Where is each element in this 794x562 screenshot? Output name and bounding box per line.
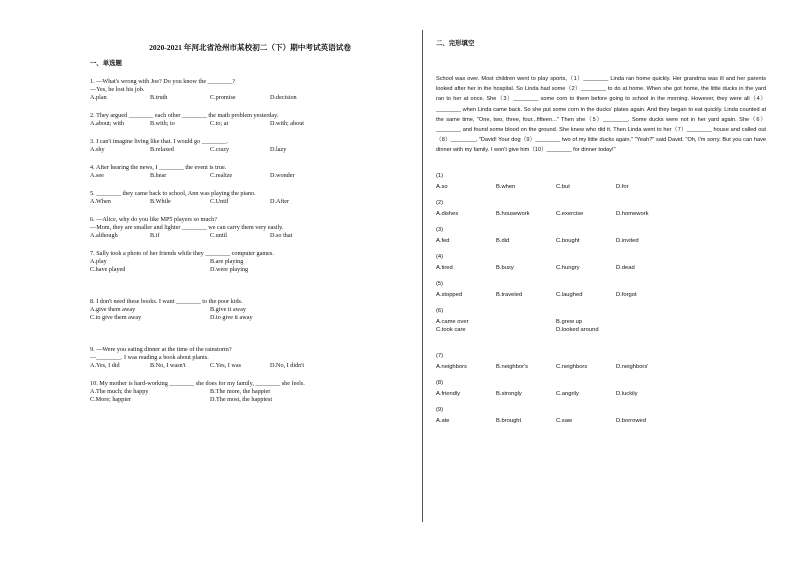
option-c[interactable]: C.until xyxy=(210,232,228,239)
option-d[interactable]: D.were playing xyxy=(210,266,249,273)
options xyxy=(436,291,766,299)
option-d[interactable]: D.No, I didn't xyxy=(270,362,305,369)
option-a[interactable]: A.When xyxy=(90,198,111,205)
option-a[interactable]: A.ate xyxy=(436,417,450,424)
question-text: 1. —What's wrong with Joe? Do you know the ________? xyxy=(90,78,236,85)
options xyxy=(90,198,410,206)
option-d[interactable]: D.with; about xyxy=(270,120,305,127)
question-8 xyxy=(90,298,410,322)
cloze-question-2 xyxy=(436,199,766,218)
options xyxy=(90,232,410,240)
option-c[interactable]: C.to; at xyxy=(210,120,229,127)
option-b[interactable]: B.No, I wasn't xyxy=(150,362,186,369)
option-c[interactable]: C.bought xyxy=(556,237,580,244)
option-d[interactable]: D.invited xyxy=(616,237,639,244)
options xyxy=(436,237,766,245)
option-c[interactable]: C.hungry xyxy=(556,264,580,271)
option-b[interactable]: B.traveled xyxy=(496,291,523,298)
option-b[interactable]: B.did xyxy=(496,237,510,244)
option-c[interactable]: C.to give them away xyxy=(90,314,142,321)
question-number: (6) xyxy=(436,307,444,314)
option-b[interactable]: B.busy xyxy=(496,264,514,271)
option-b[interactable]: B.truth xyxy=(150,94,168,101)
option-d[interactable]: D.looked around xyxy=(556,326,599,333)
option-d[interactable]: D.for xyxy=(616,183,629,190)
option-a[interactable]: A.Yes, I did xyxy=(90,362,120,369)
question-subtext: —Mom, they are smaller and lighter ________ we can carry them very easily. xyxy=(90,224,284,231)
option-d[interactable]: D.neighbors' xyxy=(616,363,649,370)
options xyxy=(436,390,766,398)
question-text: 3. I can't imagine living like that. I would go ________. xyxy=(90,138,229,145)
option-a[interactable]: A.friendly xyxy=(436,390,461,397)
question-number: (7) xyxy=(436,352,444,359)
question-subtext: —________. I was reading a book about plants. xyxy=(90,354,209,361)
options xyxy=(90,146,410,154)
option-c[interactable]: C.realize xyxy=(210,172,233,179)
option-b[interactable]: B.hear xyxy=(150,172,167,179)
option-c[interactable]: C.angrily xyxy=(556,390,579,397)
option-d[interactable]: D.homework xyxy=(616,210,649,217)
option-b[interactable]: B.relaxed xyxy=(150,146,174,153)
options xyxy=(436,264,766,272)
question-4 xyxy=(90,164,410,180)
option-b[interactable]: B.While xyxy=(150,198,171,205)
question-2 xyxy=(90,112,410,128)
options xyxy=(436,363,766,371)
section-1-heading: 一、单选题 xyxy=(90,60,122,67)
cloze-question-3 xyxy=(436,226,766,245)
option-c[interactable]: C.Until xyxy=(210,198,229,205)
option-d[interactable]: D.borrowed xyxy=(616,417,646,424)
question-5 xyxy=(90,190,410,206)
option-d[interactable]: D.to give it away xyxy=(210,314,253,321)
options xyxy=(90,362,410,370)
question-text: 7. Sally took a photo of her friends while they ________ computer games. xyxy=(90,250,274,257)
question-1 xyxy=(90,78,410,102)
option-a[interactable]: A.give them away xyxy=(90,306,136,313)
cloze-question-8 xyxy=(436,379,766,398)
option-c[interactable]: C.took care xyxy=(436,326,466,333)
option-d[interactable]: D.luckily xyxy=(616,390,638,397)
cloze-question-1 xyxy=(436,172,766,191)
question-subtext: —Yes, he lost his job. xyxy=(90,86,145,93)
question-number: (3) xyxy=(436,226,444,233)
option-c[interactable]: C.saw xyxy=(556,417,573,424)
option-a[interactable]: A.plan xyxy=(90,94,107,101)
option-a[interactable]: A.dishes xyxy=(436,210,459,217)
options xyxy=(436,318,766,334)
option-c[interactable]: C.More; happier xyxy=(90,396,131,403)
option-a[interactable]: A.so xyxy=(436,183,448,190)
option-c[interactable]: C.have played xyxy=(90,266,126,273)
cloze-question-7 xyxy=(436,352,766,371)
option-a[interactable]: A.neighbors xyxy=(436,363,467,370)
options xyxy=(90,388,410,404)
column-divider xyxy=(422,30,423,522)
question-text: 6. —Alice, why do you like MP5 players so much? xyxy=(90,216,217,223)
option-d[interactable]: D.decision xyxy=(270,94,297,101)
section-2-heading: 二、完形填空 xyxy=(436,40,475,47)
page-title: 2020-2021 年河北省沧州市某校初二（下）期中考试英语试卷 xyxy=(149,43,351,52)
option-c[interactable]: C.exercise xyxy=(556,210,584,217)
option-a[interactable]: A.shy xyxy=(90,146,105,153)
option-d[interactable]: D.After xyxy=(270,198,290,205)
question-text: 10. My mother is hard-working ________ she does for my family, ________ she feels. xyxy=(90,380,305,387)
question-9 xyxy=(90,346,410,370)
options xyxy=(90,94,410,102)
question-text: 5. ________ they came back to school, Ann was playing the piano. xyxy=(90,190,256,197)
option-c[interactable]: C.crazy xyxy=(210,146,230,153)
option-c[interactable]: C.promise xyxy=(210,94,236,101)
question-number: (1) xyxy=(436,172,444,179)
option-b[interactable]: B.The more, the happier xyxy=(210,388,271,395)
options xyxy=(90,258,410,274)
option-b[interactable]: B.when xyxy=(496,183,516,190)
question-text: 8. I don't need these books. I want ________ to the poor kids. xyxy=(90,298,243,305)
cloze-question-5 xyxy=(436,280,766,299)
option-b[interactable]: B.give it away xyxy=(210,306,246,313)
option-a[interactable]: A.although xyxy=(90,232,118,239)
cloze-question-4 xyxy=(436,253,766,272)
option-c[interactable]: C.neighbors xyxy=(556,363,588,370)
option-d[interactable]: D.The most, the happiest xyxy=(210,396,273,403)
option-a[interactable]: A.about; with xyxy=(90,120,125,127)
options xyxy=(436,183,766,191)
options xyxy=(436,210,766,218)
option-b[interactable]: B.grew up xyxy=(556,318,583,325)
option-a[interactable]: A.play xyxy=(90,258,107,265)
left-column xyxy=(90,40,410,414)
question-10 xyxy=(90,380,410,404)
option-a[interactable]: A.see xyxy=(90,172,104,179)
option-d[interactable]: D.so that xyxy=(270,232,293,239)
right-column xyxy=(436,40,766,431)
option-b[interactable]: B.brought xyxy=(496,417,522,424)
option-d[interactable]: D.wonder xyxy=(270,172,295,179)
option-a[interactable]: A.came over xyxy=(436,318,469,325)
options xyxy=(90,120,410,128)
option-d[interactable]: D.forgot xyxy=(616,291,637,298)
option-a[interactable]: A.fed xyxy=(436,237,450,244)
question-text: 9. —Were you eating dinner at the time of the rainstorm? xyxy=(90,346,232,353)
cloze-question-9 xyxy=(436,406,766,425)
question-number: (2) xyxy=(436,199,444,206)
option-b[interactable]: B.if xyxy=(150,232,160,239)
cloze-question-6 xyxy=(436,307,766,334)
question-7 xyxy=(90,250,410,274)
option-b[interactable]: B.neighbor's xyxy=(496,363,529,370)
question-number: (9) xyxy=(436,406,444,413)
options xyxy=(90,172,410,180)
option-a[interactable]: A.The much; the happy xyxy=(90,388,149,395)
question-3 xyxy=(90,138,410,154)
option-c[interactable]: C.but xyxy=(556,183,570,190)
option-b[interactable]: B.with; to xyxy=(150,120,175,127)
question-number: (8) xyxy=(436,379,444,386)
question-number: (4) xyxy=(436,253,444,260)
option-c[interactable]: C.Yes, I was xyxy=(210,362,241,369)
option-a[interactable]: A.stopped xyxy=(436,291,463,298)
options xyxy=(90,306,410,322)
options xyxy=(436,417,766,425)
option-a[interactable]: A.tired xyxy=(436,264,453,271)
option-c[interactable]: C.laughed xyxy=(556,291,583,298)
question-text: 4. After hearing the news, I ________ the event is true. xyxy=(90,164,227,171)
option-d[interactable]: D.lazy xyxy=(270,146,287,153)
option-b[interactable]: B.strongly xyxy=(496,390,522,397)
question-6 xyxy=(90,216,410,240)
cloze-passage: School was over. Most children went to play sports,（1）________ Linda ran home quickly. Her grandma was ill and her parents looked after her in the hospital. So Linda had some（2）________ to do at home. When she got home, the little ducks in the yard ran to her at once. She（3）________ some corn to them before going to school in the morning. However, they were all（4）________ when Linda came back. So she put some corn in the ducks' plates again. And they began to eat quickly. Linda counted at the same time, "One, two, three, four...fifteen..." Then she（5）________. Some ducks were not in her yard again. She（6）________ and found some blood on the ground. She knew who did it. Then Linda went to her（7）________ house and called out（8）________, "David! Your dog（9）________ two of my little ducks again." "Yeah?" said David. "Oh, I'm sorry. But you can have dinner with my family. I won't give him（10）________ for dinner today!" xyxy=(436,76,766,154)
option-b[interactable]: B.are playing xyxy=(210,258,244,265)
option-d[interactable]: D.dead xyxy=(616,264,635,271)
question-text: 2. They argued ________ each other ________ the math problem yesterday. xyxy=(90,112,279,119)
question-number: (5) xyxy=(436,280,444,287)
option-b[interactable]: B.housework xyxy=(496,210,530,217)
